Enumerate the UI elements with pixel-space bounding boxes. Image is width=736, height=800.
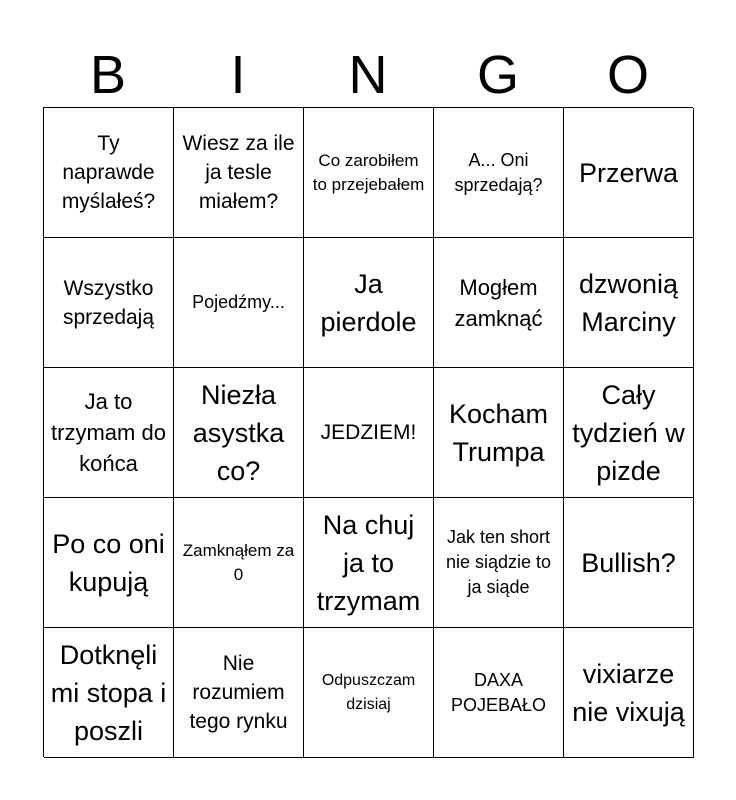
bingo-cell[interactable] — [174, 108, 304, 238]
bingo-cell[interactable] — [304, 108, 434, 238]
bingo-cell[interactable] — [44, 108, 174, 238]
cell-text: Ja to trzymam do końca — [51, 389, 166, 476]
bingo-cell[interactable] — [564, 628, 694, 758]
bingo-cell[interactable] — [304, 498, 434, 628]
cell-text: Pojedźmy... — [192, 292, 285, 312]
bingo-cell[interactable] — [434, 628, 564, 758]
bingo-cell[interactable] — [174, 368, 304, 498]
cell-text: Kocham Trumpa — [448, 398, 549, 467]
cell-text: JEDZIEM! — [320, 421, 417, 444]
cell-text: Mogłem zamknąć — [454, 274, 543, 331]
bingo-cell[interactable] — [564, 108, 694, 238]
bingo-cell[interactable] — [434, 368, 564, 498]
bingo-cell[interactable] — [174, 628, 304, 758]
bingo-cell[interactable] — [174, 498, 304, 628]
bingo-cell[interactable] — [44, 498, 174, 628]
cell-text: Zamknąłem za 0 — [182, 540, 295, 584]
header-letter-i: I — [230, 45, 246, 105]
cell-text: Odpuszczam dzisiaj — [321, 671, 416, 713]
cell-text: Nie rozumiem tego rynku — [189, 652, 288, 733]
cell-text: Dotknęli mi stopa i poszli — [50, 639, 167, 746]
bingo-grid — [43, 107, 693, 757]
bingo-cell[interactable] — [304, 368, 434, 498]
cell-text: Cały tydzień w pizde — [572, 379, 685, 486]
bingo-cell[interactable] — [564, 368, 694, 498]
header-letter-g: G — [476, 45, 519, 105]
bingo-cell[interactable] — [564, 498, 694, 628]
cell-text: Na chuj ja to trzymam — [316, 509, 421, 616]
cell-text: DAXA POJEBAŁO — [450, 669, 547, 715]
bingo-cell[interactable] — [44, 368, 174, 498]
cell-text: Niezła asystka co? — [192, 379, 285, 486]
cell-text: vixiarze nie vixują — [572, 658, 685, 727]
cell-text: Wiesz za ile ja tesle miałem? — [182, 132, 295, 213]
cell-text: Bullish? — [581, 547, 676, 578]
cell-text: A... Oni sprzedają? — [454, 149, 543, 195]
header-letter-b: B — [89, 45, 127, 105]
cell-text: Po co oni kupują — [52, 528, 165, 597]
cell-text: Ja pierdole — [320, 268, 417, 337]
bingo-cell[interactable] — [44, 238, 174, 368]
bingo-cell[interactable] — [434, 238, 564, 368]
bingo-header — [43, 44, 693, 106]
bingo-cell[interactable] — [434, 498, 564, 628]
bingo-cell[interactable] — [434, 108, 564, 238]
cell-text: Przerwa — [578, 157, 679, 188]
bingo-cell[interactable] — [174, 238, 304, 368]
bingo-cell[interactable] — [44, 628, 174, 758]
bingo-cell[interactable] — [304, 238, 434, 368]
cell-text: Ty naprawde myślałeś? — [61, 132, 156, 213]
header-letter-o: O — [606, 45, 649, 105]
cell-text: Wszystko sprzedają — [62, 276, 155, 329]
bingo-cell[interactable] — [304, 628, 434, 758]
cell-text: dzwonią Marciny — [578, 268, 679, 337]
cell-text: Co zarobiłem to przejebałem — [312, 150, 425, 194]
header-letter-n: N — [348, 45, 388, 105]
bingo-cell[interactable] — [564, 238, 694, 368]
cell-text: Jak ten short nie siądzie to ja siąde — [445, 527, 552, 597]
